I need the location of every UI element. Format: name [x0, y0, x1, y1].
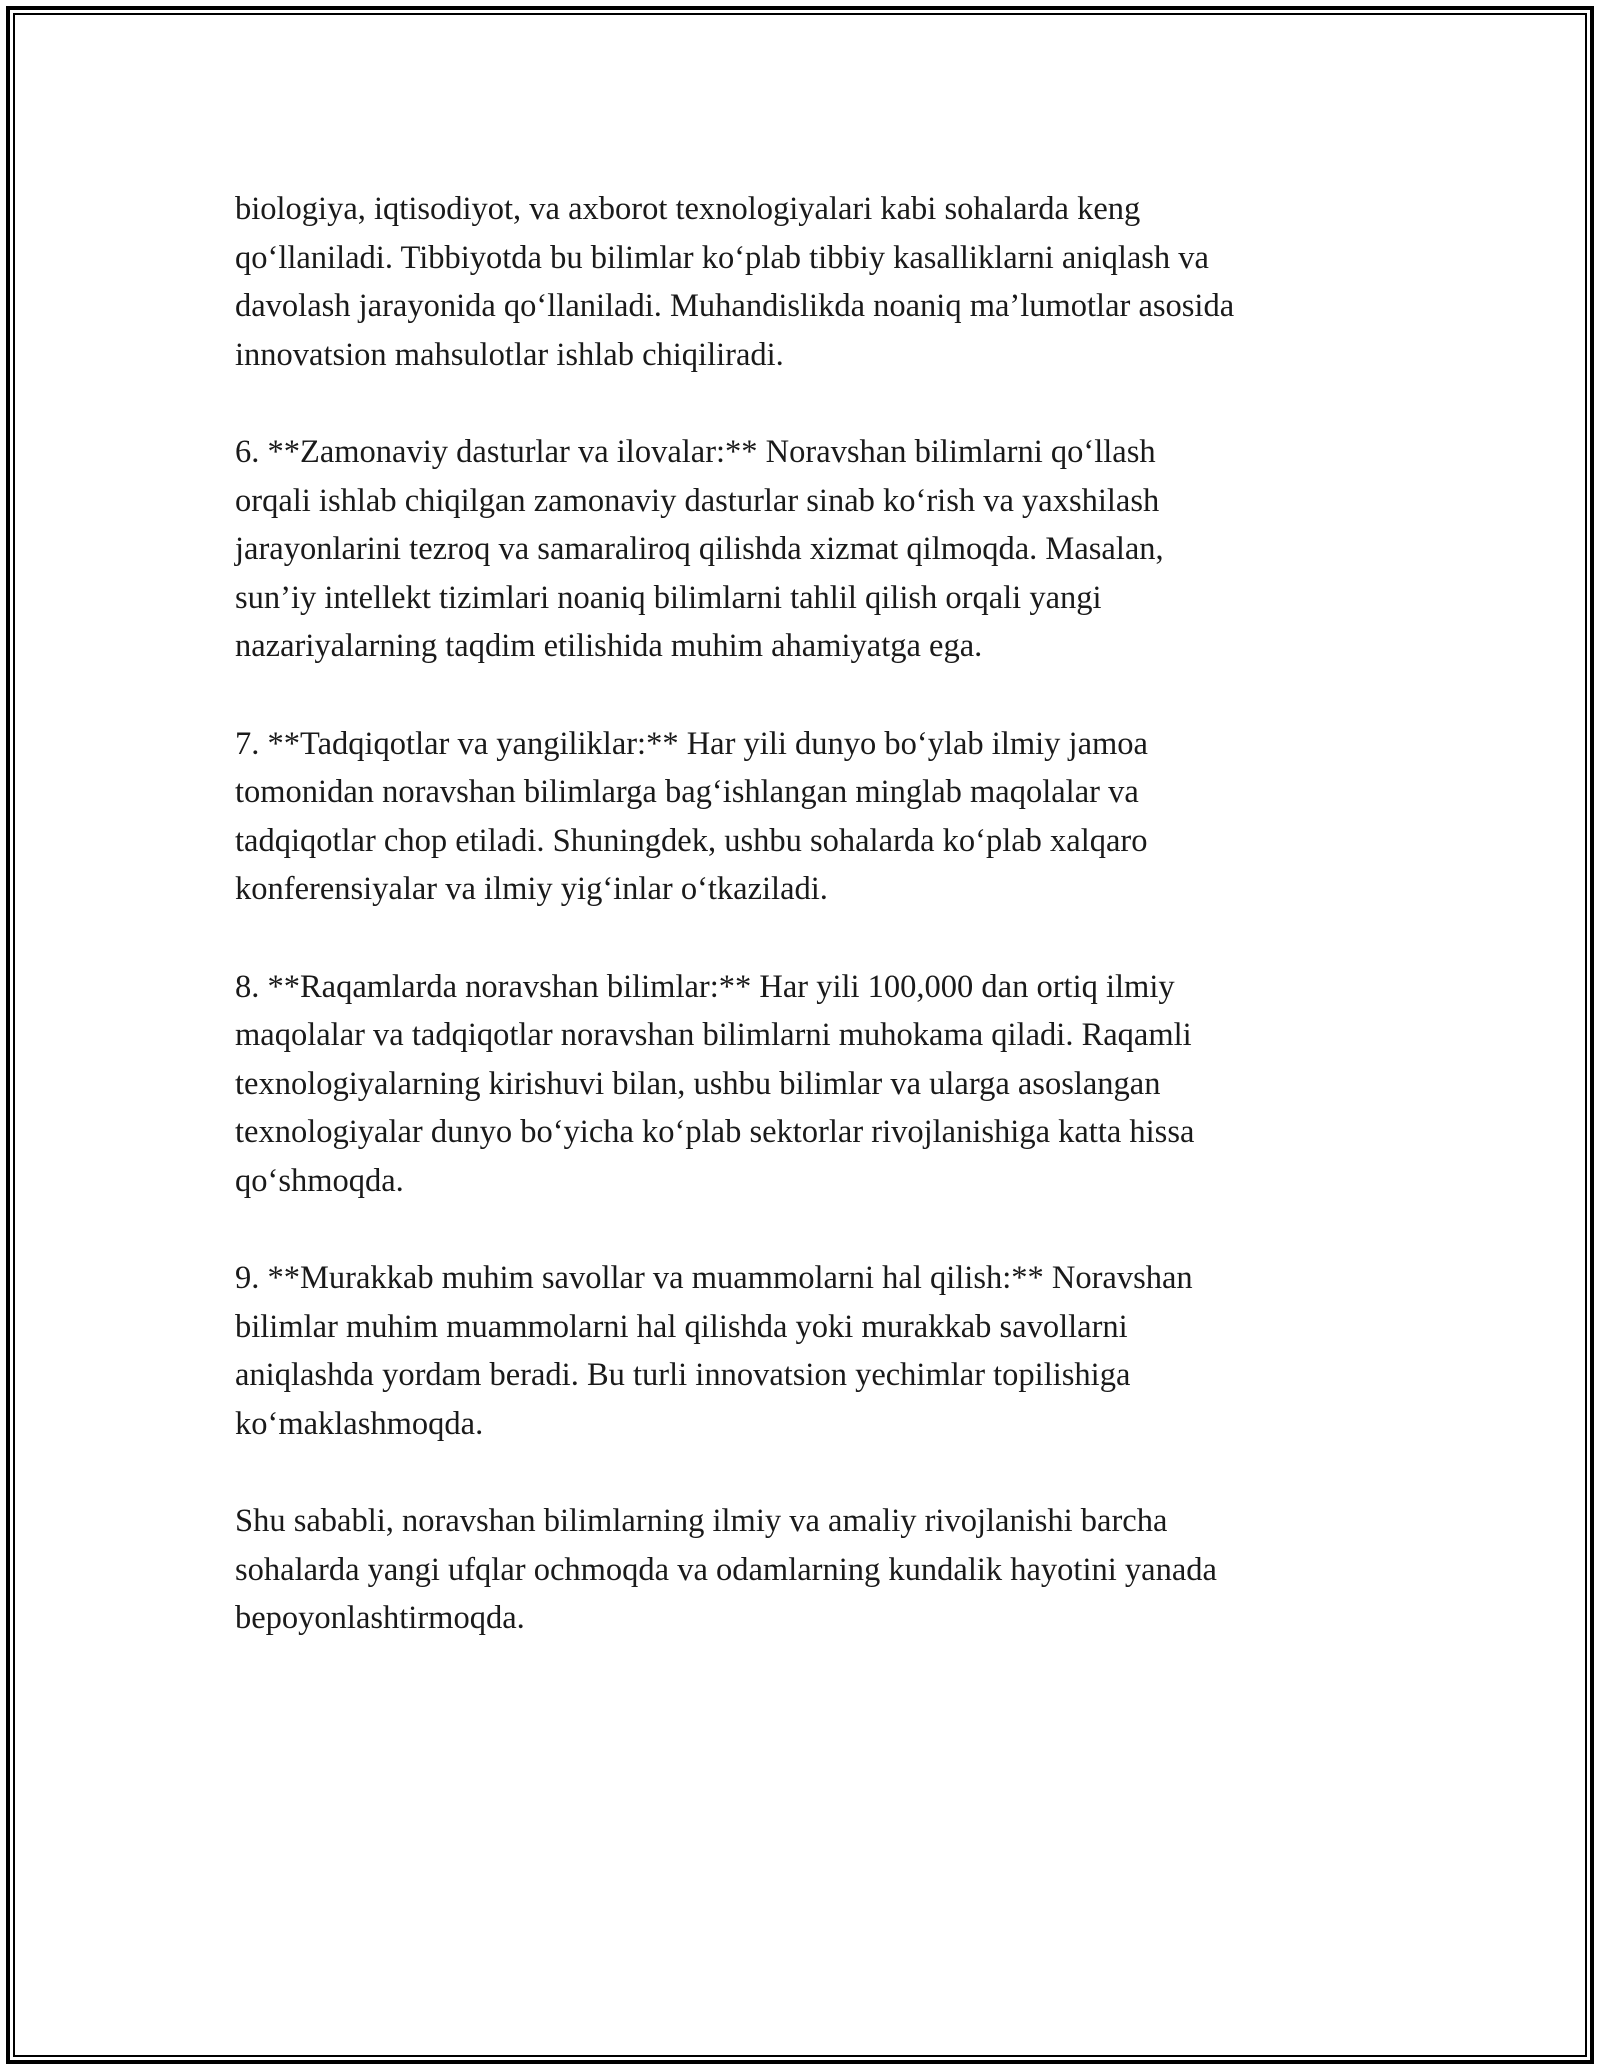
paragraph-conclusion: Shu sababli, noravshan bilimlarning ilmiy va amaliy rivojlanishi barcha sohalarda yangi ufqlar ochmoqda va odamlarning kundalik hayotini yanada bepoyonlashtirmoqda.: [235, 1503, 1217, 1637]
paragraph-item-8: 8. **Raqamlarda noravshan bilimlar:** Har yili 100,000 dan ortiq ilmiy maqolalar va tadqiqotlar noravshan bilimlarni muhokama qiladi. Raqamli texnologiyalarning kirishuvi bilan, ushbu bilimlar va ularga asoslangan texnologiyalar dunyo bo‘yicha ko‘plab sektorlar rivojlanishiga katta hissa qo‘shmoqda.: [235, 968, 1195, 1199]
paragraph-item-7: 7. **Tadqiqotlar va yangiliklar:** Har yili dunyo bo‘ylab ilmiy jamoa tomonidan noravshan bilimlarga bag‘ishlangan minglab maqolalar va tadqiqotlar chop etiladi. Shuningdek, ushbu sohalarda ko‘plab xalqaro konferensiyalar va ilmiy yig‘inlar o‘tkaziladi.: [235, 725, 1148, 908]
paragraph-item-9: 9. **Murakkab muhim savollar va muammolarni hal qilish:** Noravshan bilimlar muhim muammolarni hal qilishda yoki murakkab savollarni aniqlashda yordam beradi. Bu turli innovatsion yechimlar topilishiga ko‘maklashmoqda.: [235, 1260, 1193, 1442]
paragraph-applications-continued: biologiya, iqtisodiyot, va axborot texnologiyalari kabi sohalarda keng qo‘llaniladi. Tibbiyotda bu bilimlar ko‘plab tibbiy kasalliklarni aniqlash va davolash jarayonida qo‘llaniladi. Muhandislikda noaniq ma’lumotlar asosida innovatsion mahsulotlar ishlab chiqiliradi.: [235, 191, 1235, 373]
document-body: [235, 185, 1385, 1691]
paragraph-item-6: 6. **Zamonaviy dasturlar va ilovalar:** Noravshan bilimlarni qo‘llash orqali ishlab chiqilgan zamonaviy dasturlar sinab ko‘rish va yaxshilash jarayonlarini tezroq va samaraliroq qilishda xizmat qilmoqda. Masalan, sun’iy intellekt tizimlari noaniq bilimlarni tahlil qilish orqali yangi nazariyalarning taqdim etilishida muhim ahamiyatga ega.: [235, 433, 1164, 665]
